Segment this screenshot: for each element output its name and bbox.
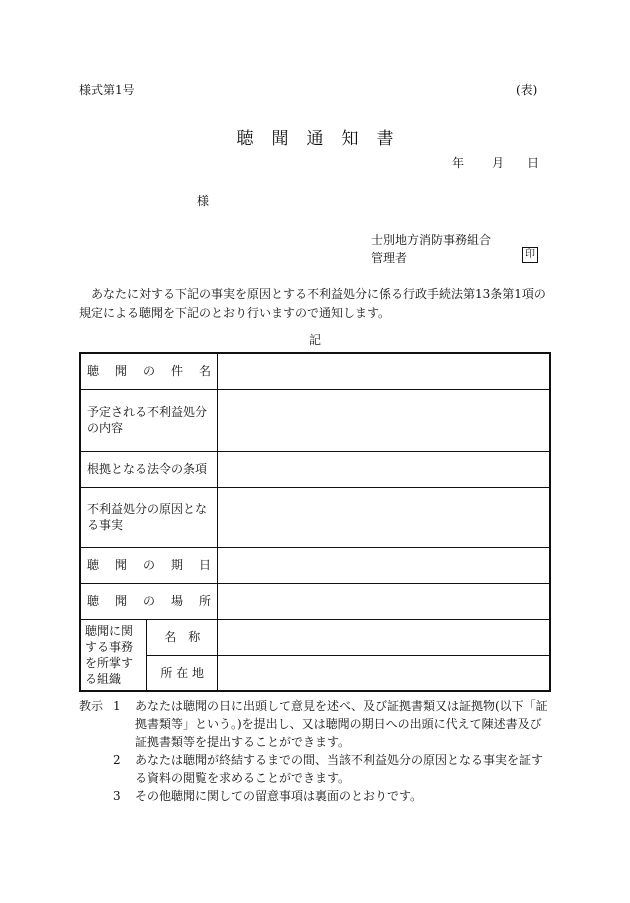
note-text: あなたは聴聞の日に出頭して意見を述べ、及び証拠書類又は証拠物(以下「証拠書類等」という。)を提出し、又は聴聞の期日への出頭に代えて陳述書及び証拠書類等を提出することができます。 bbox=[135, 699, 548, 749]
side-mark: (表) bbox=[516, 83, 538, 97]
value-legal-basis bbox=[218, 451, 551, 487]
value-org-name bbox=[218, 619, 551, 655]
note-item bbox=[79, 787, 551, 805]
label-char: 聴 bbox=[87, 364, 100, 379]
seal-mark: 印 bbox=[522, 247, 538, 263]
date-line bbox=[452, 154, 539, 171]
label-char: 聴 bbox=[87, 558, 100, 572]
note-indent bbox=[79, 787, 113, 805]
label-org-name: 名 称 bbox=[147, 619, 218, 655]
label-char: の bbox=[142, 364, 155, 379]
note-text: その他聴聞に関しての留意事項は裏面のとおりです。 bbox=[135, 789, 423, 803]
label-facts: 不利益処分の原因となる事実 bbox=[80, 487, 218, 547]
table-row bbox=[80, 451, 550, 487]
issuer-organization: 士別地方消防事務組合 bbox=[371, 233, 492, 247]
label-legal-basis: 根拠となる法令の条項 bbox=[80, 451, 218, 487]
table-row bbox=[80, 619, 550, 655]
label-hearing-place bbox=[80, 583, 218, 619]
value-hearing-place bbox=[218, 583, 551, 619]
form-number: 様式第1号 bbox=[79, 83, 135, 97]
label-char: 所 bbox=[198, 594, 211, 608]
label-char: 聴 bbox=[87, 594, 100, 608]
label-char: の bbox=[142, 594, 155, 608]
label-organization: 聴聞に関する事務を所掌する組織 bbox=[80, 619, 147, 691]
note-indent bbox=[79, 751, 113, 787]
addressee-suffix: 様 bbox=[197, 194, 210, 208]
date-month: 月 bbox=[492, 156, 505, 170]
value-hearing-date bbox=[218, 547, 551, 583]
table-row bbox=[80, 353, 550, 389]
value-planned-disposition bbox=[218, 389, 551, 451]
label-char: 期 bbox=[170, 558, 183, 572]
label-char: 名 bbox=[198, 364, 211, 379]
label-char: 場 bbox=[170, 594, 183, 608]
value-facts bbox=[218, 487, 551, 547]
label-char: 聞 bbox=[114, 594, 127, 608]
date-day: 日 bbox=[527, 156, 540, 170]
label-org-address: 所 在 地 bbox=[147, 655, 218, 691]
label-char: 件 bbox=[170, 364, 183, 379]
intro-paragraph: あなたに対する下記の事実を原因とする不利益処分に係る行政手続法第13条第1項の規定による聴聞を下記のとおり行いますので通知します。 bbox=[79, 287, 546, 320]
notes-section bbox=[79, 697, 551, 805]
hearing-details-table bbox=[79, 352, 551, 692]
label-char: 聞 bbox=[114, 364, 127, 379]
ki-marker: 記 bbox=[308, 333, 321, 347]
label-char: 日 bbox=[198, 558, 211, 572]
note-number: 1 bbox=[113, 699, 121, 713]
label-char: の bbox=[142, 558, 155, 572]
label-hearing-subject bbox=[80, 353, 218, 389]
notes-heading: 教示 bbox=[79, 699, 104, 713]
label-planned-disposition: 予定される不利益処分の内容 bbox=[80, 389, 218, 451]
note-number: 2 bbox=[113, 753, 121, 767]
date-year: 年 bbox=[452, 156, 465, 170]
spread-label bbox=[87, 557, 211, 573]
table-row bbox=[80, 583, 550, 619]
note-item bbox=[79, 751, 551, 787]
note-item bbox=[79, 697, 551, 751]
note-number: 3 bbox=[113, 789, 121, 803]
note-text: あなたは聴聞が終結するまでの間、当該不利益処分の原因となる事実を証する資料の閲覧を求めることができます。 bbox=[135, 753, 544, 785]
table-row bbox=[80, 655, 550, 691]
issuer-title: 管理者 bbox=[371, 251, 408, 265]
table-row bbox=[80, 389, 550, 451]
document-title: 聴聞通知書 bbox=[236, 129, 412, 149]
label-hearing-date bbox=[80, 547, 218, 583]
spread-label bbox=[87, 593, 211, 609]
table-row bbox=[80, 547, 550, 583]
label-char: 聞 bbox=[114, 558, 127, 572]
value-org-address bbox=[218, 655, 551, 691]
spread-label bbox=[87, 363, 211, 379]
value-hearing-subject bbox=[218, 353, 551, 389]
table-row bbox=[80, 487, 550, 547]
